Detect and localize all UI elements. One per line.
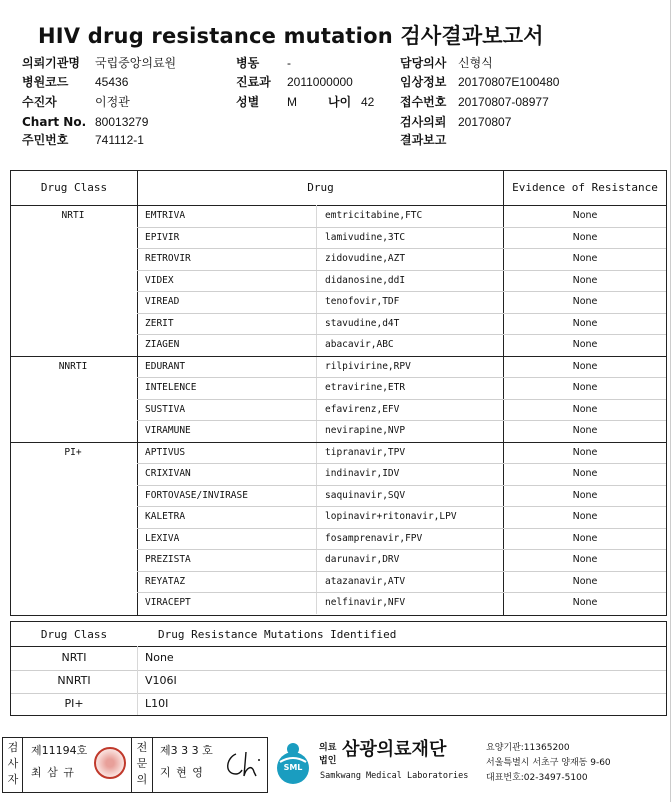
mut-header-drug-class: Drug Class: [40, 628, 108, 641]
clinical-info-value: 20170807E100480: [458, 75, 560, 89]
resistance-evidence: None: [572, 468, 598, 479]
drug-generic: stavudine,d4T: [325, 317, 400, 329]
resistance-evidence: None: [572, 210, 598, 221]
corp-label-top: 의료: [319, 743, 337, 753]
department-label: 진료과: [236, 75, 271, 89]
resistance-evidence: None: [572, 231, 598, 243]
resistance-evidence: None: [572, 532, 598, 544]
org-name-ko: 삼광의료재단: [342, 739, 447, 760]
drug-brand: ZIAGEN: [145, 339, 180, 350]
table-row-rule: [137, 399, 666, 400]
ward-label: 병동: [236, 56, 260, 70]
org-phone: 대표번호:02-3497-5100: [486, 773, 588, 783]
group-rule: [11, 356, 666, 357]
resistance-evidence: None: [572, 403, 598, 415]
table-row-rule: [137, 420, 666, 421]
org-address: 서울특별시 서초구 양재동 9-60: [486, 758, 611, 768]
signature-divider: [152, 738, 153, 792]
report-title: HIV drug resistance mutation 검사결과보고서: [38, 24, 544, 48]
mut-class-nnrti: NNRTI: [57, 674, 91, 687]
org-name-en: Samkwang Medical Laboratories: [320, 771, 469, 781]
signature-divider: [22, 738, 23, 792]
resistance-evidence: None: [572, 339, 598, 350]
resident-no-label: 주민번호: [22, 133, 69, 147]
drug-generic: tenofovir,TDF: [325, 296, 400, 307]
drug-brand: VIRACEPT: [145, 597, 191, 608]
resistance-evidence: None: [572, 489, 598, 501]
mut-header-mutations: Drug Resistance Mutations Identified: [158, 628, 397, 641]
drug-brand: INTELENCE: [145, 382, 197, 393]
ward-value: -: [287, 56, 291, 70]
table-row-rule: [137, 270, 666, 271]
drug-generic: abacavir,ABC: [325, 339, 394, 350]
resident-no-value: 741112-1: [95, 133, 144, 147]
sex-value: M: [287, 95, 297, 109]
table-row-rule: [137, 313, 666, 314]
resistance-evidence: None: [572, 253, 598, 264]
drug-generic: lamivudine,3TC: [325, 231, 406, 243]
specialist-name: 지 현 영: [160, 766, 204, 779]
resistance-evidence: None: [572, 274, 598, 286]
hospital-code-label: 병원코드: [22, 75, 69, 89]
drug-brand: EPIVIR: [145, 231, 180, 243]
requesting-org-label: 의뢰기관명: [22, 56, 80, 70]
col-header-drug: Drug: [307, 181, 334, 194]
resistance-evidence: None: [572, 382, 598, 393]
examiner-seal-stamp: [94, 747, 126, 779]
table-row-rule: [137, 227, 666, 228]
drug-generic: didanosine,ddI: [325, 274, 406, 286]
drug-brand: APTIVUS: [145, 446, 186, 458]
patient-label: 수진자: [22, 95, 57, 109]
table-row-rule: [137, 592, 666, 593]
doctor-label: 담당의사: [400, 56, 447, 70]
result-report-label: 결과보고: [400, 133, 447, 147]
resistance-evidence: None: [572, 575, 598, 587]
resistance-evidence: None: [572, 597, 598, 608]
age-value: 42: [361, 95, 375, 109]
drug-brand: LEXIVA: [145, 532, 180, 544]
drug-generic: darunavir,DRV: [325, 554, 400, 565]
drug-generic: indinavir,IDV: [325, 468, 400, 479]
mut-value-pi: L10I: [145, 697, 169, 710]
drug-brand: EMTRIVA: [145, 210, 186, 221]
doctor-value: 신형식: [458, 56, 493, 70]
resistance-evidence: None: [572, 425, 598, 436]
drug-generic: lopinavir+ritonavir,LPV: [325, 511, 457, 522]
drug-generic: zidovudine,AZT: [325, 253, 406, 264]
drug-generic: emtricitabine,FTC: [325, 210, 423, 221]
specialist-signature-icon: [222, 748, 262, 782]
sml-logo-text: SML: [283, 763, 303, 772]
chart-no-label: Chart No.: [22, 115, 87, 129]
resistance-evidence: None: [572, 554, 598, 565]
mut-value-nrti: None: [145, 651, 174, 664]
drug-generic: efavirenz,EFV: [325, 403, 400, 415]
department-value: 2011000000: [287, 75, 353, 89]
table-row-rule: [137, 248, 666, 249]
signature-divider: [131, 738, 132, 792]
drug-brand: PREZISTA: [145, 554, 191, 565]
resistance-evidence: None: [572, 296, 598, 307]
drug-brand: KALETRA: [145, 511, 186, 522]
col-divider-generic: [316, 205, 317, 614]
specialist-role-label: 전 문 의: [136, 741, 148, 786]
mut-class-pi: PI+: [64, 697, 84, 710]
drug-generic: saquinavir,SQV: [325, 489, 406, 501]
age-label: 나이: [328, 95, 352, 109]
drug-generic: nevirapine,NVP: [325, 425, 406, 436]
clinical-info-label: 임상정보: [400, 75, 447, 89]
table-row-rule: [137, 571, 666, 572]
drug-brand: REYATAZ: [145, 575, 186, 587]
chart-no-value: 80013279: [95, 115, 149, 129]
mut-class-nrti: NRTI: [61, 651, 87, 664]
examiner-name: 최 삼 규: [31, 766, 75, 779]
drug-brand: VIREAD: [145, 296, 180, 307]
examiner-number: 제11194호: [31, 744, 88, 757]
drug-brand: ZERIT: [145, 317, 174, 329]
mutation-row-rule: [11, 670, 666, 671]
resistance-evidence: None: [572, 317, 598, 329]
resistance-evidence: None: [572, 446, 598, 458]
receipt-no-label: 접수번호: [400, 95, 447, 109]
drug-class-label: NNRTI: [58, 360, 88, 372]
drug-generic: atazanavir,ATV: [325, 575, 406, 587]
drug-generic: tipranavir,TPV: [325, 446, 406, 458]
resistance-evidence: None: [572, 360, 598, 372]
drug-brand: RETROVIR: [145, 253, 191, 264]
group-rule: [11, 442, 666, 443]
drug-generic: nelfinavir,NFV: [325, 597, 406, 608]
drug-brand: SUSTIVA: [145, 403, 186, 415]
table-row-rule: [137, 334, 666, 335]
mutation-col-divider: [137, 646, 138, 715]
drug-brand: EDURANT: [145, 360, 186, 372]
drug-brand: VIDEX: [145, 274, 174, 286]
table-row-rule: [137, 463, 666, 464]
table-row-rule: [137, 528, 666, 529]
specialist-number: 제3 3 3 호: [160, 744, 213, 757]
corp-label-bottom: 법인: [319, 756, 337, 766]
drug-generic: etravirine,ETR: [325, 382, 406, 393]
table-row-rule: [137, 377, 666, 378]
drug-brand: FORTOVASE/INVIRASE: [145, 489, 248, 501]
col-header-evidence: Evidence of Resistance: [512, 181, 658, 194]
mutation-header-rule: [11, 646, 666, 647]
requesting-org-value: 국립중앙의료원: [95, 56, 177, 70]
receipt-no-value: 20170807-08977: [458, 95, 549, 109]
drug-class-label: NRTI: [61, 210, 85, 221]
mutation-row-rule: [11, 693, 666, 694]
table-row-rule: [137, 506, 666, 507]
mut-value-nnrti: V106I: [145, 674, 177, 687]
test-request-label: 검사의뢰: [400, 115, 447, 129]
drug-generic: rilpivirine,RPV: [325, 360, 411, 372]
drug-brand: CRIXIVAN: [145, 468, 191, 479]
header-rule: [11, 205, 666, 206]
examiner-role-label: 검 사 자: [7, 741, 19, 786]
table-row-rule: [137, 485, 666, 486]
drug-generic: fosamprenavir,FPV: [325, 532, 423, 544]
drug-class-label: PI+: [64, 446, 82, 458]
hospital-code-value: 45436: [95, 75, 129, 89]
org-code: 요양기관:11365200: [486, 743, 570, 753]
table-row-rule: [137, 291, 666, 292]
table-row-rule: [137, 549, 666, 550]
col-header-drug-class: Drug Class: [40, 181, 108, 194]
sex-label: 성별: [236, 95, 260, 109]
patient-value: 이정관: [95, 95, 130, 109]
resistance-evidence: None: [572, 511, 598, 522]
test-request-value: 20170807: [458, 115, 512, 129]
drug-brand: VIRAMUNE: [145, 425, 191, 436]
